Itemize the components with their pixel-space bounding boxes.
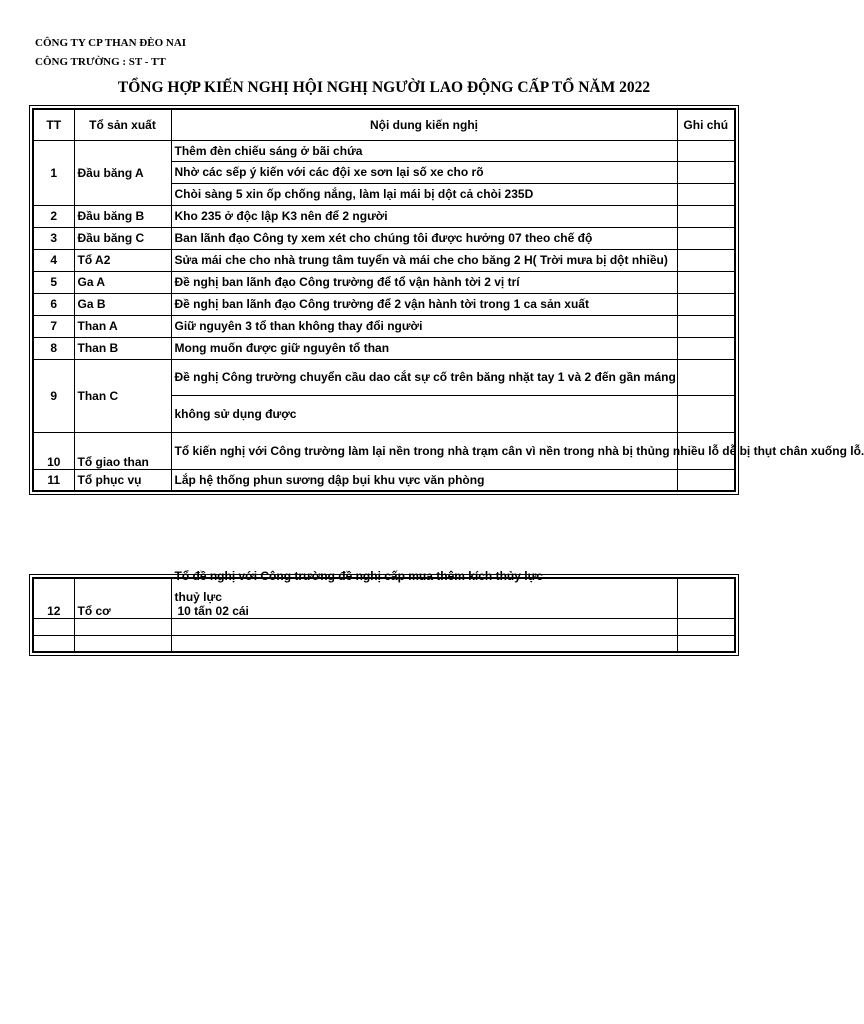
row-group: Ga B	[74, 293, 171, 315]
row-content: Chòi sàng 5 xin ốp chống nắng, làm lại mái bị dột cả chòi 235D	[171, 183, 677, 205]
header-tt: TT	[33, 109, 74, 140]
row-content-line: thuỷ lực	[174, 589, 222, 604]
row-group: Than A	[74, 315, 171, 337]
row-note	[677, 469, 735, 491]
table-row	[33, 359, 735, 395]
header-content: Nội dung kiến nghị	[171, 109, 677, 140]
row-number: 8	[33, 337, 74, 359]
row-note	[677, 249, 735, 271]
row-group: Đầu băng A	[74, 140, 171, 205]
row-number	[33, 635, 74, 652]
row-number: 7	[33, 315, 74, 337]
table-header-row	[33, 109, 735, 140]
header-note: Ghi chú	[677, 109, 735, 140]
row-number: 5	[33, 271, 74, 293]
row-content-clipped-line: Tổ đề nghị với Công trường đề nghị cấp mua thêm kích thủy lực	[174, 569, 543, 583]
row-group: Đầu băng C	[74, 227, 171, 249]
table-row	[33, 618, 735, 635]
row-content: Đề nghị ban lãnh đạo Công trường để tổ vận hành tời 2 vị trí	[171, 271, 677, 293]
row-content: Ban lãnh đạo Công ty xem xét cho chúng tôi được hưởng 07 theo chế độ	[171, 227, 677, 249]
row-group: Tổ A2	[74, 249, 171, 271]
row-content	[171, 635, 677, 652]
row-group: Tổ phục vụ	[74, 469, 171, 491]
row-note	[677, 635, 735, 652]
row-group	[74, 618, 171, 635]
table-row	[33, 432, 735, 469]
row-note	[677, 337, 735, 359]
row-content: Kho 235 ở độc lập K3 nên để 2 người	[171, 205, 677, 227]
row-number: 9	[33, 359, 74, 432]
row-note	[677, 183, 735, 205]
row-content: Thêm đèn chiếu sáng ở bãi chứa	[171, 140, 677, 161]
row-group: Than B	[74, 337, 171, 359]
row-note	[677, 161, 735, 183]
header-group: Tổ sản xuất	[74, 109, 171, 140]
table-row	[33, 315, 735, 337]
table-row	[33, 337, 735, 359]
proposals-table	[32, 108, 864, 492]
row-note	[677, 205, 735, 227]
row-content: Tổ kiến nghị với Công trường làm lại nền trong nhà trạm cân vì nền trong nhà bị thủng nhiều lỗ dễ bị thụt chân xuống lỗ.	[171, 432, 677, 469]
row-content: không sử dụng được	[171, 395, 677, 432]
row-note	[677, 395, 735, 432]
table-row	[33, 578, 735, 618]
table-row	[33, 635, 735, 652]
row-note	[677, 271, 735, 293]
table-row	[33, 140, 735, 161]
row-content: Giữ nguyên 3 tổ than không thay đổi người	[171, 315, 677, 337]
table-row	[33, 227, 735, 249]
row-number: 10	[33, 432, 74, 469]
row-group	[74, 635, 171, 652]
row-number	[33, 618, 74, 635]
row-group: Than C	[74, 359, 171, 432]
company-name: CÔNG TY CP THAN ĐÈO NAI	[35, 37, 187, 49]
table-row	[33, 293, 735, 315]
row-number: 12	[33, 578, 74, 618]
row-note	[677, 140, 735, 161]
row-content: Đề nghị ban lãnh đạo Công trường để 2 vận hành tời trong 1 ca sản xuất	[171, 293, 677, 315]
row-number: 2	[33, 205, 74, 227]
row-number: 1	[33, 140, 74, 205]
site-name: CÔNG TRƯỜNG : ST - TT	[35, 56, 166, 68]
table-row	[33, 205, 735, 227]
row-group: Tổ cơ	[74, 578, 171, 618]
row-group: Tổ giao than	[74, 432, 171, 469]
row-number: 6	[33, 293, 74, 315]
table-row	[33, 271, 735, 293]
row-content: Đề nghị Công trường chuyển cầu dao cắt sự cố trên băng nhặt tay 1 và 2 đến gần máng	[171, 359, 677, 395]
row-content-line: 10 tấn 02 cái	[177, 603, 249, 618]
row-note	[677, 578, 735, 618]
row-number: 3	[33, 227, 74, 249]
table-row	[33, 469, 735, 491]
row-group: Ga A	[74, 271, 171, 293]
row-note	[677, 227, 735, 249]
row-content	[171, 569, 677, 618]
row-content: Lắp hệ thống phun sương dập bụi khu vực văn phòng	[171, 469, 677, 491]
row-note	[677, 315, 735, 337]
row-number: 4	[33, 249, 74, 271]
proposals-table-continued	[32, 569, 736, 653]
row-note	[677, 293, 735, 315]
row-content: Sửa mái che cho nhà trung tâm tuyển và mái che cho băng 2 H( Trời mưa bị dột nhiều)	[171, 249, 677, 271]
row-content	[171, 618, 677, 635]
row-note	[677, 359, 735, 395]
row-content: Nhờ các sếp ý kiến với các đội xe sơn lại số xe cho rõ	[171, 161, 677, 183]
page-title: TỔNG HỢP KIẾN NGHỊ HỘI NGHỊ NGƯỜI LAO ĐỘNG CẤP TỔ NĂM 2022	[117, 79, 651, 96]
row-number: 11	[33, 469, 74, 491]
table-row	[33, 249, 735, 271]
row-group: Đầu băng B	[74, 205, 171, 227]
row-content: Mong muốn được giữ nguyên tổ than	[171, 337, 677, 359]
row-note	[677, 618, 735, 635]
